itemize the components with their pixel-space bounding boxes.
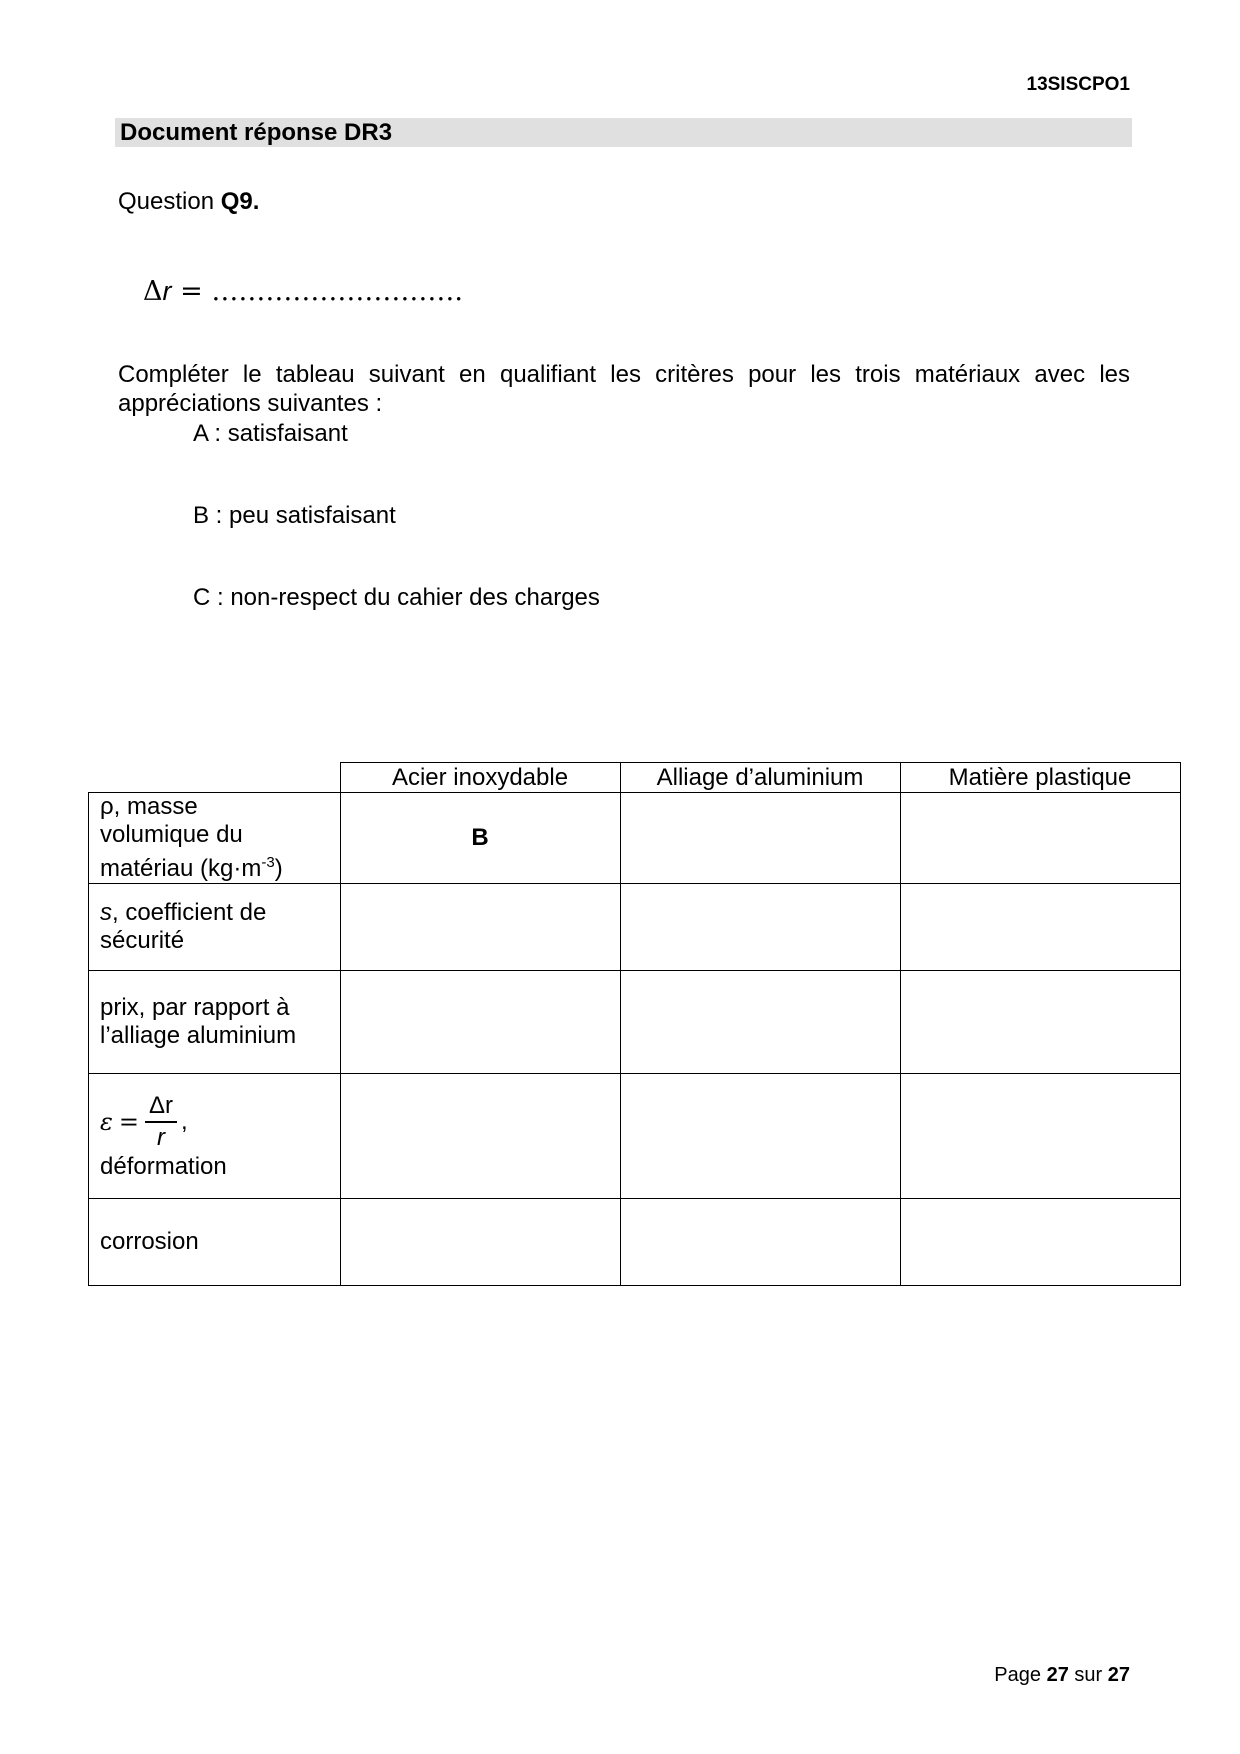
criterion-rho-unit: matériau (kg·m <box>100 855 262 882</box>
criterion-corrosion: corrosion <box>89 1199 341 1286</box>
document-code: 13SISCPO1 <box>1026 74 1130 95</box>
page-sep: sur <box>1074 1664 1103 1686</box>
table-row-prix <box>89 971 1181 1074</box>
cell-prix-aluminium[interactable] <box>620 971 900 1074</box>
criterion-prix-line1: prix, par rapport à <box>100 994 290 1021</box>
question-label <box>118 188 259 216</box>
cell-corrosion-acier[interactable] <box>340 1199 620 1286</box>
epsilon-formula <box>100 1091 188 1153</box>
criterion-s-text: , coefficient de <box>112 899 267 926</box>
delta-r-answer-line <box>143 276 463 307</box>
appreciation-b: B : peu satisfaisant <box>193 502 396 529</box>
delta-symbol: Δ <box>143 276 163 307</box>
fraction-numerator: Δr <box>149 1092 174 1120</box>
answer-dots[interactable]: ………………………. <box>211 276 463 307</box>
criterion-s-var: s <box>100 899 112 926</box>
criterion-rho <box>89 793 341 884</box>
cell-deformation-plastique[interactable] <box>900 1074 1180 1199</box>
epsilon-comma: , <box>181 1108 188 1135</box>
page-total: 27 <box>1107 1664 1130 1686</box>
criterion-deformation-label: déformation <box>100 1152 227 1180</box>
cell-deformation-acier[interactable] <box>340 1074 620 1199</box>
appreciation-a: A : satisfaisant <box>193 420 348 447</box>
criterion-deformation <box>89 1074 341 1199</box>
criterion-rho-line3 <box>100 849 340 883</box>
question-number: Q9. <box>220 188 260 215</box>
criterion-prix <box>89 971 341 1074</box>
table-header-row <box>89 763 1181 793</box>
criterion-s-line2: sécurité <box>100 927 185 954</box>
column-header-aluminium: Alliage d’aluminium <box>620 763 900 793</box>
criterion-s <box>89 884 341 971</box>
column-header-acier: Acier inoxydable <box>340 763 620 793</box>
cell-corrosion-aluminium[interactable] <box>620 1199 900 1286</box>
criterion-rho-close: ) <box>274 855 283 882</box>
appreciation-c: C : non-respect du cahier des charges <box>193 584 600 611</box>
page-number <box>900 1664 1130 1687</box>
cell-deformation-aluminium[interactable] <box>620 1074 900 1199</box>
table-row-rho <box>89 793 1181 884</box>
table-row-corrosion <box>89 1199 1181 1286</box>
criterion-s-line1 <box>100 899 340 927</box>
criterion-rho-exponent: -3 <box>261 854 275 871</box>
table-row-s <box>89 884 1181 971</box>
cell-rho-aluminium[interactable] <box>620 793 900 884</box>
cell-rho-acier[interactable]: B <box>340 793 620 884</box>
cell-prix-plastique[interactable] <box>900 971 1180 1074</box>
epsilon-symbol: ε <box>100 1108 113 1136</box>
section-title: Document réponse DR3 <box>115 118 1132 147</box>
cell-prix-acier[interactable] <box>340 971 620 1074</box>
cell-s-plastique[interactable] <box>900 884 1180 971</box>
criterion-rho-line2: volumique du <box>100 821 243 848</box>
fraction <box>145 1091 177 1153</box>
cell-rho-plastique[interactable] <box>900 793 1180 884</box>
criterion-rho-line1: ρ, masse <box>100 793 198 820</box>
cell-corrosion-plastique[interactable] <box>900 1199 1180 1286</box>
cell-s-aluminium[interactable] <box>620 884 900 971</box>
equals-sign: = <box>180 276 203 307</box>
fraction-denominator: r <box>157 1123 166 1151</box>
criterion-prix-line2: l’alliage aluminium <box>100 1022 297 1049</box>
question-prefix: Question <box>118 188 215 215</box>
page-current: 27 <box>1046 1664 1069 1686</box>
column-header-plastique: Matière plastique <box>900 763 1180 793</box>
delta-var: r <box>162 276 172 306</box>
instruction-text: Compléter le tableau suivant en qualifiant les critères pour les trois matériaux avec les appréciations suivantes : <box>118 361 1130 417</box>
table-corner <box>89 763 341 793</box>
criteria-table <box>88 762 1181 1286</box>
cell-s-acier[interactable] <box>340 884 620 971</box>
epsilon-equals: = <box>118 1108 139 1136</box>
table-row-deformation <box>89 1074 1181 1199</box>
page-prefix: Page <box>994 1664 1042 1686</box>
